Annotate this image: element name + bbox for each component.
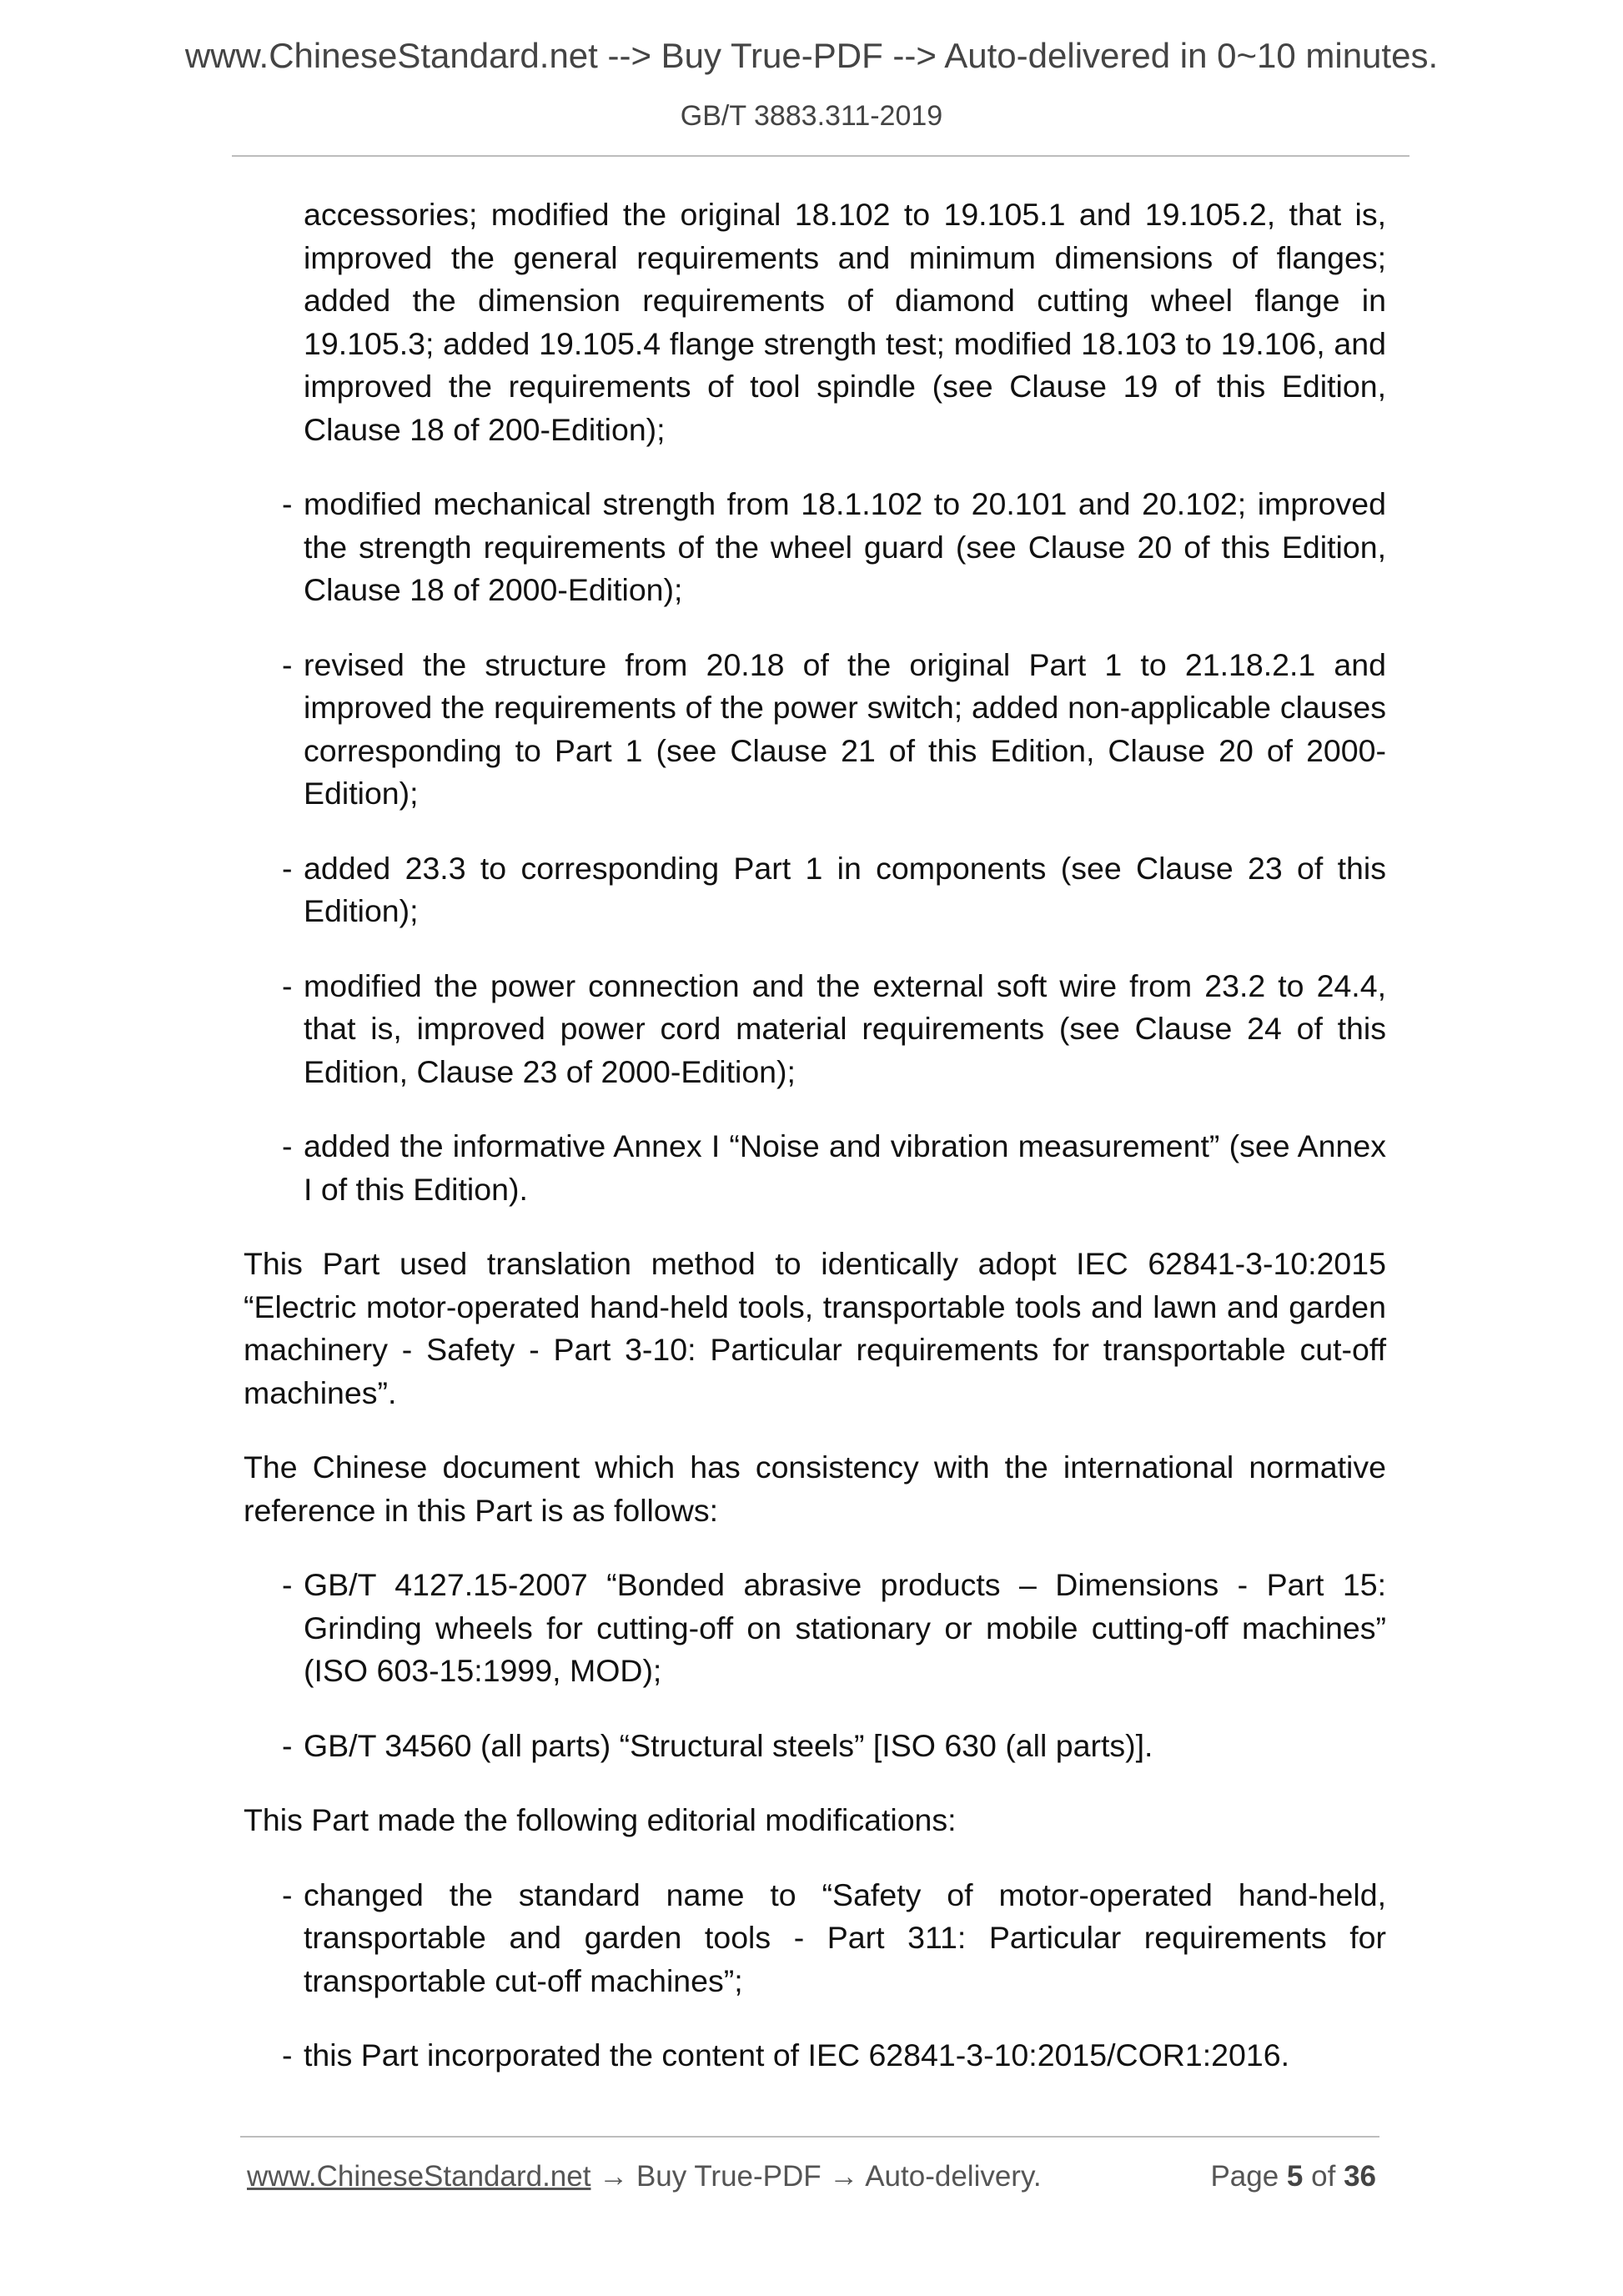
page-number: 5 [1286, 2160, 1304, 2193]
of-label: of [1311, 2160, 1336, 2193]
bullet-dash: - [282, 1727, 293, 1763]
editorial-item [244, 2034, 1386, 2077]
header-divider [232, 155, 1409, 157]
bullet-dash: - [282, 1567, 293, 1602]
adoption-paragraph: This Part used translation method to identically adopt IEC 62841-3-10:2015 “Electric motor-operated hand-held tools, transportable tools and lawn and garden machinery - Safety - Part 3-10: Particular requirements for transportable cut-off machines”. [244, 1246, 1386, 1410]
footer-promo [247, 2156, 1042, 2198]
change-item-text: added the informative Annex I “Noise and vibration measurement” (see Annex I of this Edition). [304, 1128, 1386, 1207]
bullet-dash: - [282, 850, 293, 886]
change-item [244, 965, 1386, 1094]
continuation-paragraph: accessories; modified the original 18.102 to 19.105.1 and 19.105.2, that is, improved the general requirements and minimum dimensions of flanges; added the dimension requirements of diamond cutting wheel flange in 19.105.3; added 19.105.4 flange strength test; modified 18.103 to 19.106, and improved the requirements of tool spindle (see Clause 19 of this Edition, Clause 18 of 200-Edition); [304, 197, 1386, 447]
bullet-dash: - [282, 646, 293, 682]
page-indicator [1210, 2156, 1376, 2198]
change-item-text: modified mechanical strength from 18.1.102 to 20.101 and 20.102; improved the strength requirements of the wheel guard (see Clause 20 of this Edition, Clause 18 of 2000-Edition); [304, 486, 1386, 607]
arrow-icon: → [599, 2160, 629, 2193]
reference-item [244, 1564, 1386, 1693]
website-link[interactable]: www.ChineseStandard.net [247, 2160, 591, 2193]
change-item-text: added 23.3 to corresponding Part 1 in components (see Clause 23 of this Edition); [304, 850, 1386, 928]
reference-item-text: GB/T 4127.15-2007 “Bonded abrasive products – Dimensions - Part 15: Grinding wheels for cutting-off on stationary or mobile cutting-off machines” (ISO 603-15:1999, MOD); [304, 1567, 1386, 1688]
change-item [244, 483, 1386, 612]
bullet-dash: - [282, 967, 293, 1003]
standard-number: GB/T 3883.311-2019 [680, 100, 943, 132]
auto-delivery-text: Auto-delivery. [865, 2160, 1042, 2193]
page-footer [247, 2156, 1376, 2198]
document-body [244, 193, 1386, 2109]
reference-item-text: GB/T 34560 (all parts) “Structural steels” [ISO 630 (all parts)]. [304, 1727, 1153, 1763]
header-banner: www.ChineseStandard.net --> Buy True-PDF --> Auto-delivered in 0~10 minutes. [184, 36, 1439, 75]
bullet-dash: - [282, 1876, 293, 1912]
change-item [244, 1125, 1386, 1211]
editorial-paragraph: This Part made the following editorial modifications: [244, 1802, 957, 1837]
reference-item [244, 1725, 1386, 1768]
change-item-text: revised the structure from 20.18 of the original Part 1 to 21.18.2.1 and improved the requirements of the power switch; added non-applicable clauses corresponding to Part 1 (see Clause 21 of this Edition, Clause 20 of 2000-Edition); [304, 646, 1386, 811]
editorial-item-text: changed the standard name to “Safety of motor-operated hand-held, transportable and garden tools - Part 311: Particular requirements for transportable cut-off machines”; [304, 1876, 1386, 1998]
bullet-dash: - [282, 486, 293, 521]
total-pages: 36 [1344, 2160, 1376, 2193]
consistency-paragraph: The Chinese document which has consistency with the international normative reference in this Part is as follows: [244, 1449, 1386, 1528]
change-item [244, 644, 1386, 816]
bullet-dash: - [282, 1128, 293, 1163]
change-item [244, 847, 1386, 933]
change-item-text: modified the power connection and the external soft wire from 23.2 to 24.4, that is, improved power cord material requirements (see Clause 24 of this Edition, Clause 23 of 2000-Edition); [304, 967, 1386, 1089]
arrow-icon: → [829, 2160, 859, 2193]
editorial-item [244, 1874, 1386, 2003]
editorial-item-text: this Part incorporated the content of IEC 62841-3-10:2015/COR1:2016. [304, 2037, 1289, 2072]
bullet-dash: - [282, 2037, 293, 2072]
buy-text: Buy True-PDF [636, 2160, 822, 2193]
footer-divider [240, 2136, 1379, 2138]
page-label: Page [1210, 2160, 1279, 2193]
